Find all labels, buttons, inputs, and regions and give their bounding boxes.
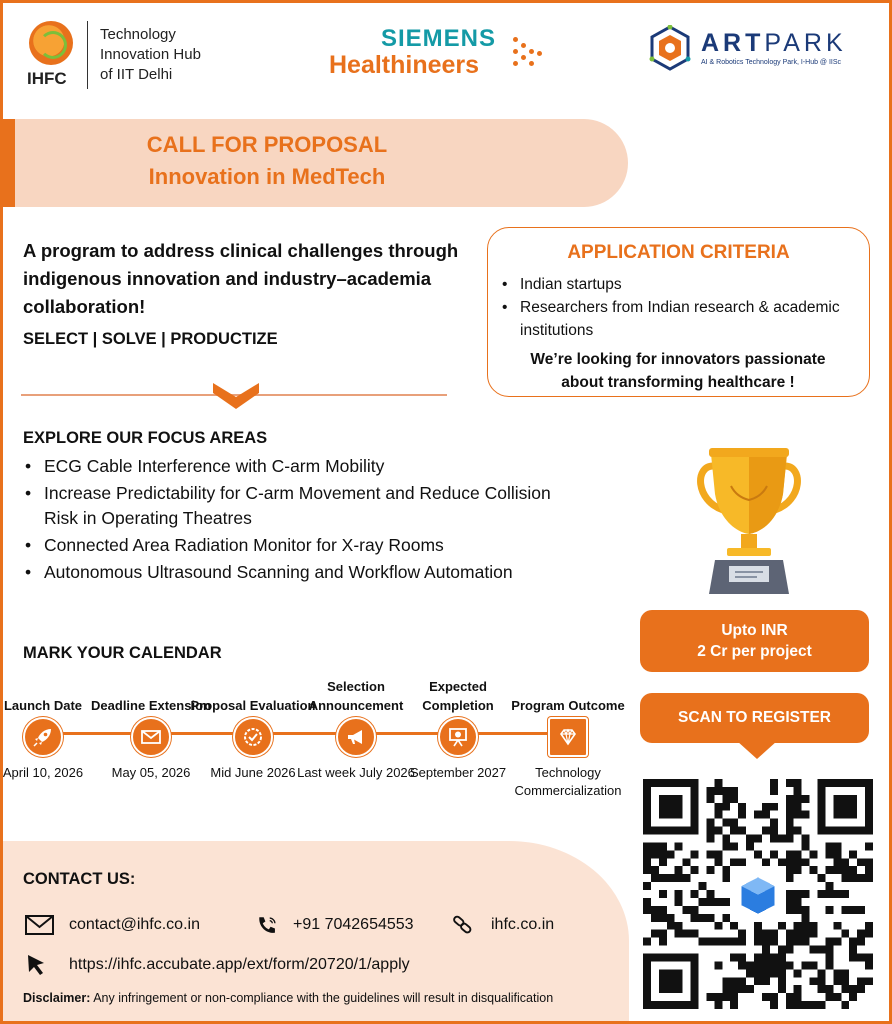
artpark-logo (647, 25, 877, 75)
milestone-date: Last week July 2026 (297, 765, 415, 780)
badge-check-icon (233, 717, 273, 757)
milestone-outcome (503, 675, 633, 800)
healthineers-wordmark: Healthineers (329, 51, 480, 79)
artpark-wordmark-light: PARK (764, 29, 847, 57)
cursor-arrow-icon (25, 954, 55, 976)
milestone-label: Selection Announcement (308, 679, 404, 713)
diamond-icon (548, 717, 588, 757)
ihfc-subtitle-line: Innovation Hub (100, 46, 201, 63)
application-criteria-box (487, 227, 870, 397)
link-icon (451, 914, 477, 936)
criteria-title: APPLICATION CRITERIA (567, 242, 790, 263)
artpark-wordmark-bold: ART (701, 29, 765, 57)
focus-area-item: • ECG Cable Interference with C-arm Mobility (23, 454, 563, 479)
milestone-date: Technology Commercialization (514, 765, 622, 798)
milestone-label: Deadline Extension (91, 698, 211, 713)
calendar-title: MARK YOUR CALENDAR (23, 644, 222, 662)
contact-website[interactable] (451, 914, 554, 936)
ihfc-subtitle-line: Technology (100, 26, 176, 43)
envelope-icon (131, 717, 171, 757)
envelope-icon (25, 914, 55, 936)
milestone-label: Proposal Evaluation (190, 698, 316, 713)
contact-title: CONTACT US: (23, 870, 136, 888)
contact-email[interactable] (25, 914, 200, 936)
prize-line-1: Upto INR (721, 622, 788, 639)
contact-phone-text[interactable]: +91 7042654553 (293, 916, 414, 933)
milestone-date: May 05, 2026 (111, 765, 191, 780)
prize-amount-box (640, 610, 869, 672)
chevron-down-icon (213, 383, 259, 409)
artpark-tagline: AI & Robotics Technology Park, I-Hub @ IISc (701, 59, 842, 66)
ihfc-subtitle-line: of IIT Delhi (100, 66, 173, 83)
scan-pointer (737, 741, 777, 759)
milestone-label: Launch Date (3, 698, 82, 713)
registration-qr-code[interactable] (643, 779, 873, 1009)
ihfc-logo-text: IHFC (27, 69, 67, 88)
milestone-label: Program Outcome (511, 698, 625, 713)
banner-title: CALL FOR PROPOSAL (146, 132, 388, 157)
focus-area-item: • Connected Area Radiation Monitor for X-ray Rooms (23, 533, 563, 558)
presentation-icon (438, 717, 478, 757)
focus-areas-list (23, 454, 563, 587)
trophy-icon (693, 448, 805, 596)
siemens-healthineers-logo (329, 25, 549, 85)
phone-icon (255, 914, 281, 936)
ihfc-subtitle (100, 25, 250, 85)
contact-phone[interactable] (255, 914, 414, 936)
prize-line-2: 2 Cr per project (697, 643, 812, 660)
rocket-icon (23, 717, 63, 757)
program-tagline: SELECT | SOLVE | PRODUCTIZE (23, 330, 278, 348)
banner-accent-bar (3, 119, 15, 207)
disclaimer-label: Disclaimer: (23, 991, 91, 1005)
siemens-wordmark: SIEMENS (381, 25, 497, 52)
focus-area-item: • Autonomous Ultrasound Scanning and Workflow Automation (23, 560, 563, 585)
ihfc-emblem-icon (29, 21, 73, 65)
milestone-label: Expected Completion (422, 679, 494, 713)
criteria-item: • Researchers from Indian research & academic institutions (500, 296, 860, 342)
milestone-date: April 10, 2026 (2, 765, 84, 780)
focus-areas-title: EXPLORE OUR FOCUS AREAS (23, 429, 268, 447)
disclaimer-text: Any infringement or non-compliance with the guidelines will result in disqualification (90, 991, 554, 1005)
artpark-emblem-icon (647, 25, 693, 71)
contact-email-text[interactable]: contact@ihfc.co.in (69, 916, 200, 933)
criteria-note: We’re looking for innovators passionate about transforming healthcare ! (530, 351, 826, 391)
focus-area-item: • Increase Predictability for C-arm Movement and Reduce Collision Risk in Operating Theatres (23, 481, 563, 531)
contact-website-text[interactable]: ihfc.co.in (491, 916, 555, 933)
siemens-dots-icon (509, 35, 543, 69)
artpark-wordmark (701, 29, 847, 58)
criteria-item: • Indian startups (500, 273, 860, 296)
scan-to-register-label: SCAN TO REGISTER (640, 693, 869, 743)
milestone-date: September 2027 (409, 765, 507, 780)
ihfc-logo (25, 21, 285, 91)
criteria-list (500, 273, 860, 342)
call-for-proposal-banner (15, 119, 628, 207)
banner-subtitle: Innovation in MedTech (148, 164, 386, 189)
disclaimer (23, 991, 553, 1005)
logo-divider (87, 21, 88, 89)
apply-url-text[interactable]: https://ihfc.accubate.app/ext/form/20720/1/apply (69, 956, 410, 973)
program-headline: A program to address clinical challenges through indigenous innovation and industry–academia collaboration! (23, 240, 459, 317)
milestone-date: Mid June 2026 (210, 765, 296, 780)
megaphone-icon (336, 717, 376, 757)
contact-apply-link[interactable] (25, 954, 410, 976)
